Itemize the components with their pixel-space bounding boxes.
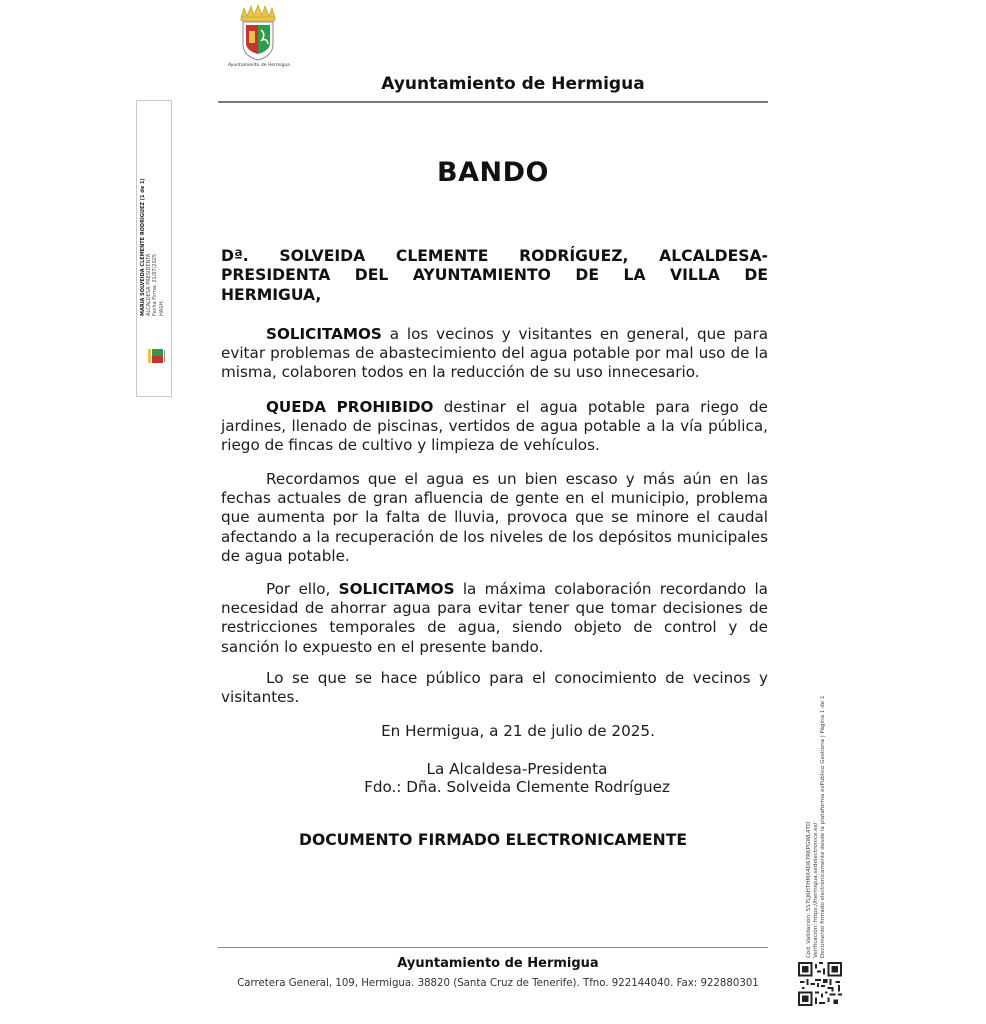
header-divider	[218, 101, 768, 103]
logo-caption: Ayuntamiento de Hermigua	[228, 63, 290, 68]
stamp-date: Fecha Firma: 21/07/2025	[152, 253, 159, 316]
paragraph-public-notice-text: Lo se que se hace público para el conocimiento de vecinos y visitantes.	[221, 669, 768, 707]
signed-notice: DOCUMENTO FIRMADO ELECTRONICAMENTE	[299, 831, 687, 849]
paragraph-prohibition-bold: QUEDA PROHIBIDO	[266, 398, 434, 416]
paragraph-request	[221, 325, 768, 383]
date-place: En Hermigua, a 21 de julio de 2025.	[381, 722, 655, 740]
paragraph-request-text: a los vecinos y visitantes en general, que para evitar problemas de abastecimiento del agua potable por mal uso de la misma, colaboren todos en la reducción de su uso innecesario.	[221, 325, 768, 382]
signature-stamp	[136, 100, 172, 397]
stamp-signer: MARIA SOLVEIDA CLEMENTE RODRIGUEZ (1 de 1)	[140, 178, 146, 316]
document-heading: Dª. SOLVEIDA CLEMENTE RODRÍGUEZ, ALCALDESA-PRESIDENTA DEL AYUNTAMIENTO DE LA VILLA DE HERMIGUA,	[221, 247, 768, 304]
qr-code-icon[interactable]	[798, 962, 842, 1006]
municipal-logo	[228, 4, 288, 74]
stamp-coat-of-arms-icon	[146, 346, 166, 366]
document-title: BANDO	[437, 157, 549, 188]
paragraph-reminder-text: Recordamos que el agua es un bien escaso y más aún en las fechas actuales de gran afluencia de gente en el municipio, problema que aumenta por la falta de lluvia, provoca que se minore el caudal afectando a la recuperación de los niveles de los depósitos municipales de agua potable.	[221, 470, 768, 565]
paragraph-collaboration-bold: SOLICITAMOS	[338, 580, 455, 598]
paragraph-prohibition-text: destinar el agua potable para riego de jardines, llenado de piscinas, vertidos de agua potable a la vía pública, riego de fincas de cultivo y limpieza de vehículos.	[221, 398, 769, 455]
stamp-role: ALCALDESA PRESIDENTA	[146, 253, 153, 316]
signature-name: Fdo.: Dña. Solveida Clemente Rodríguez	[364, 778, 670, 796]
paragraph-prohibition	[221, 398, 768, 456]
validation-url: Verificación: https://hermigua.sedelectronica.es/	[813, 822, 819, 958]
paragraph-public-notice	[221, 669, 768, 707]
signature-role: La Alcaldesa-Presidenta	[426, 760, 608, 778]
paragraph-collaboration-text: la máxima colaboración recordando la necesidad de ahorrar agua para evitar tener que tomar decisiones de restricciones temporales de agua, siendo objeto de control y de sanción lo expuesto en el presente bando.	[221, 580, 768, 656]
signature-stamp-text	[140, 146, 165, 316]
footer-title: Ayuntamiento de Hermigua	[397, 956, 599, 971]
footer-address: Carretera General, 109, Hermigua. 38820 (Santa Cruz de Tenerife). Tfno. 922144040. Fax: 922880301	[237, 978, 759, 989]
footer-divider	[218, 947, 768, 948]
validation-stamp	[806, 695, 827, 958]
header-title-text: Ayuntamiento de Hermigua	[381, 74, 645, 94]
coat-of-arms-icon	[235, 4, 281, 62]
validation-platform: Documento firmado electrónicamente desde la plataforma esPublico Gestiona | Página 1 de 1	[820, 695, 826, 958]
header-title	[218, 74, 768, 94]
paragraph-collaboration	[221, 580, 768, 657]
validation-code: Cód. Validación: 5S7LJ6HTHMX4D67RKPGWL4TD	[806, 821, 812, 958]
paragraph-request-bold: SOLICITAMOS	[266, 325, 382, 343]
paragraph-collaboration-prefix: Por ello,	[266, 580, 339, 598]
stamp-hash: HASH:	[158, 300, 165, 316]
paragraph-reminder	[221, 470, 768, 566]
